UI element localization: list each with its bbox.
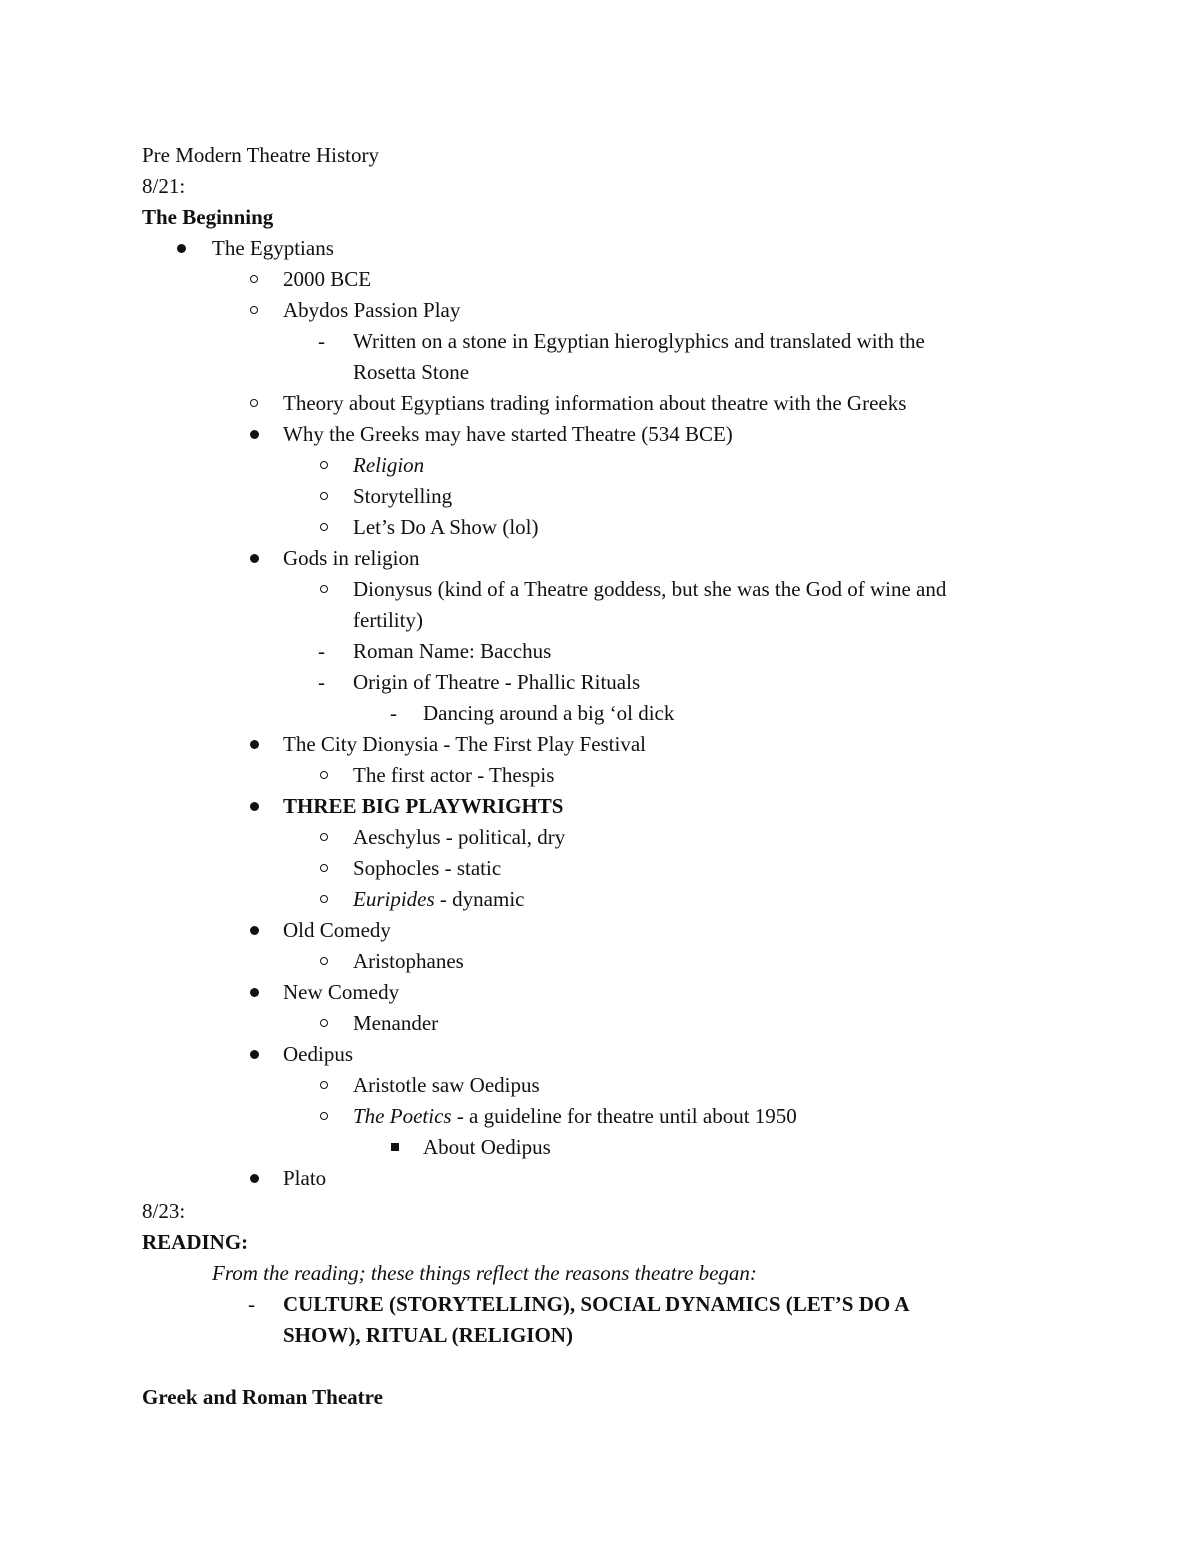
- dash-icon: -: [390, 701, 397, 725]
- list-item: Storytelling: [353, 484, 453, 508]
- list-item-continuation: Rosetta Stone: [353, 360, 470, 384]
- list-item: Plato: [283, 1166, 327, 1190]
- list-item: The City Dionysia - The First Play Festival: [283, 732, 647, 756]
- list-item: [353, 884, 524, 915]
- list-item: [353, 1101, 797, 1132]
- list-item: Aeschylus - political, dry: [353, 825, 566, 849]
- hollow-bullet-icon: [320, 512, 328, 543]
- hollow-bullet-icon: [250, 264, 258, 295]
- list-item: Menander: [353, 1011, 439, 1035]
- bullet-icon: [250, 1163, 259, 1194]
- list-item: Theory about Egyptians trading information about theatre with the Greeks: [283, 391, 907, 415]
- dash-icon: -: [318, 329, 325, 353]
- dash-icon: -: [248, 1292, 255, 1316]
- square-bullet-icon: [391, 1132, 399, 1163]
- hollow-bullet-icon: [320, 481, 328, 512]
- list-item: Why the Greeks may have started Theatre (534 BCE): [283, 422, 733, 446]
- hollow-bullet-icon: [320, 1008, 328, 1039]
- list-item: Oedipus: [283, 1042, 353, 1066]
- hollow-bullet-icon: [250, 295, 258, 326]
- hollow-bullet-icon: [320, 450, 328, 481]
- section-heading: Greek and Roman Theatre: [142, 1385, 383, 1409]
- bullet-icon: [250, 1039, 259, 1070]
- emphasis-text: Euripides: [353, 887, 435, 911]
- hollow-bullet-icon: [320, 760, 328, 791]
- hollow-bullet-icon: [320, 946, 328, 977]
- list-item: The Egyptians: [212, 236, 334, 260]
- dash-icon: -: [318, 639, 325, 663]
- list-item: Dancing around a big ‘ol dick: [423, 701, 675, 725]
- list-item-continuation: fertility): [353, 608, 423, 632]
- list-item: Let’s Do A Show (lol): [353, 515, 539, 539]
- bullet-icon: [250, 977, 259, 1008]
- list-item-text: - dynamic: [434, 887, 525, 911]
- list-item-text: - a guideline for theatre until about 1950: [451, 1104, 797, 1128]
- hollow-bullet-icon: [320, 1070, 328, 1101]
- hollow-bullet-icon: [320, 884, 328, 915]
- bullet-icon: [250, 729, 259, 760]
- list-item-continuation: SHOW), RITUAL (RELIGION): [283, 1323, 573, 1347]
- list-item: New Comedy: [283, 980, 400, 1004]
- dash-icon: -: [318, 670, 325, 694]
- list-item: Origin of Theatre - Phallic Rituals: [353, 670, 641, 694]
- reading-note: From the reading; these things reflect the reasons theatre began:: [212, 1261, 757, 1285]
- list-item: 2000 BCE: [283, 267, 372, 291]
- bullet-icon: [177, 233, 186, 264]
- hollow-bullet-icon: [320, 853, 328, 884]
- bullet-icon: [250, 543, 259, 574]
- bullet-icon: [250, 915, 259, 946]
- hollow-bullet-icon: [320, 822, 328, 853]
- list-item: Gods in religion: [283, 546, 420, 570]
- reading-heading: READING:: [142, 1230, 249, 1254]
- emphasis-text: The Poetics: [353, 1104, 452, 1128]
- hollow-bullet-icon: [250, 388, 258, 419]
- list-item: Old Comedy: [283, 918, 391, 942]
- bullet-icon: [250, 419, 259, 450]
- list-item: Dionysus (kind of a Theatre goddess, but she was the God of wine and: [353, 577, 947, 601]
- section-heading: The Beginning: [142, 205, 274, 229]
- list-item: Religion: [353, 453, 425, 477]
- date-heading: 8/23:: [142, 1199, 186, 1223]
- date-heading: 8/21:: [142, 174, 186, 198]
- list-item: Aristotle saw Oedipus: [353, 1073, 540, 1097]
- list-item: Abydos Passion Play: [283, 298, 461, 322]
- hollow-bullet-icon: [320, 1101, 328, 1132]
- hollow-bullet-icon: [320, 574, 328, 605]
- list-item: THREE BIG PLAYWRIGHTS: [283, 794, 564, 818]
- list-item: About Oedipus: [423, 1135, 551, 1159]
- list-item: Aristophanes: [353, 949, 464, 973]
- list-item: Written on a stone in Egyptian hieroglyphics and translated with the: [353, 329, 925, 353]
- list-item: Roman Name: Bacchus: [353, 639, 552, 663]
- document-title: Pre Modern Theatre History: [142, 143, 379, 167]
- list-item: Sophocles - static: [353, 856, 502, 880]
- list-item: CULTURE (STORYTELLING), SOCIAL DYNAMICS (LET’S DO A: [283, 1292, 910, 1316]
- bullet-icon: [250, 791, 259, 822]
- list-item: The first actor - Thespis: [353, 763, 555, 787]
